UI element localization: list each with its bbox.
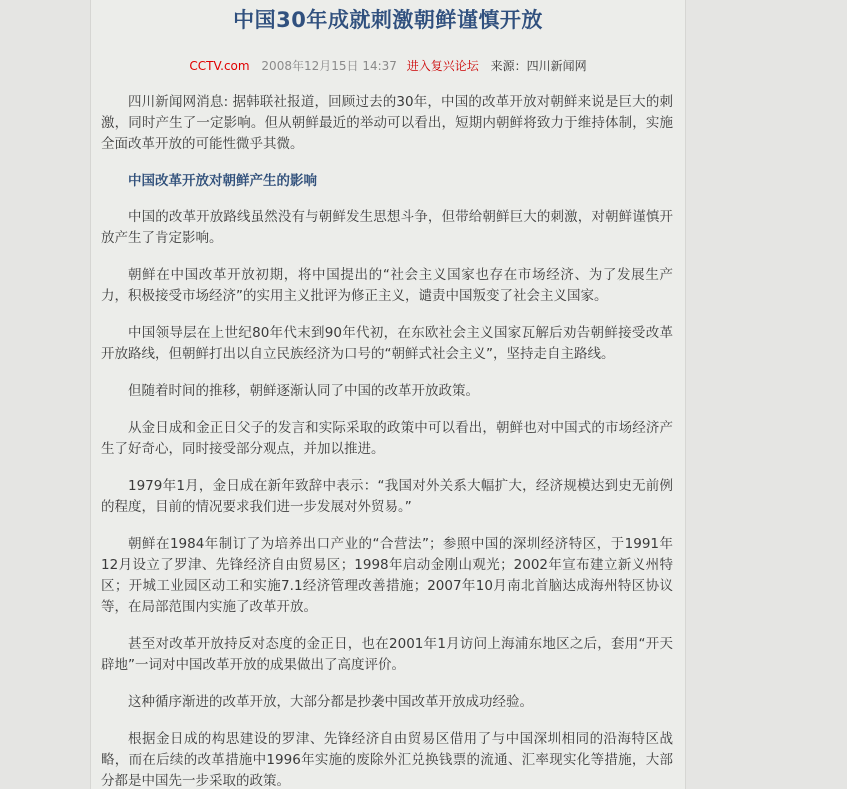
article-body: [101, 92, 673, 789]
forum-link[interactable]: 进入复兴论坛: [406, 59, 479, 73]
publish-date: 2008年12月15日 14:37: [261, 59, 397, 73]
paragraph: 中国领导层在上世纪80年代末到90年代初，在东欧社会主义国家瓦解后劝告朝鲜接受改革开放路线，但朝鲜打出以自立民族经济为口号的“朝鲜式社会主义”，坚持走自主路线。: [101, 325, 673, 362]
article-meta: [91, 58, 685, 74]
paragraph-intro: 四川新闻网消息: 据韩联社报道，回顾过去的30年，中国的改革开放对朝鲜来说是巨大的刺激，同时产生了一定影响。但从朝鲜最近的举动可以看出，短期内朝鲜将致力于维持体制，实施全面改革开放的可能性微乎其微。: [101, 94, 673, 152]
paragraph: 根据金日成的构思建设的罗津、先锋经济自由贸易区借用了与中国深圳相同的沿海特区战略，而在后续的改革措施中1996年实施的废除外汇兑换钱票的流通、汇率现实化等措施，大部分都是中国先一步采取的政策。: [101, 731, 673, 789]
paragraph: 朝鲜在1984年制订了为培养出口产业的“合营法”；参照中国的深圳经济特区，于1991年12月设立了罗津、先锋经济自由贸易区；1998年启动金刚山观光；2002年宣布建立新义州特区；开城工业园区动工和实施7.1经济管理改善措施；2007年10月南北首脑达成海州特区协议等，在局部范围内实施了改革开放。: [101, 536, 673, 615]
paragraph: 但随着时间的推移，朝鲜逐渐认同了中国的改革开放政策。: [128, 383, 479, 399]
paragraph: 从金日成和金正日父子的发言和实际采取的政策中可以看出，朝鲜也对中国式的市场经济产生了好奇心，同时接受部分观点，并加以推进。: [101, 420, 673, 457]
paragraph: 1979年1月，金日成在新年致辞中表示：“我国对外关系大幅扩大，经济规模达到史无前例的程度，目前的情况要求我们进一步发展对外贸易。”: [101, 478, 673, 515]
paragraph: 甚至对改革开放持反对态度的金正日，也在2001年1月访问上海浦东地区之后，套用“开天辟地”一词对中国改革开放的成果做出了高度评价。: [101, 636, 673, 673]
article-source: 来源：四川新闻网: [490, 59, 587, 73]
article-title: 中国30年成就刺激朝鲜谨慎开放: [233, 8, 543, 32]
paragraph: 中国的改革开放路线虽然没有与朝鲜发生思想斗争，但带给朝鲜巨大的刺激，对朝鲜谨慎开放产生了肯定影响。: [101, 209, 673, 246]
site-name: CCTV.com: [189, 59, 250, 73]
article-page: [90, 0, 686, 789]
section-subheading: 中国改革开放对朝鲜产生的影响: [128, 173, 317, 189]
paragraph: 朝鲜在中国改革开放初期，将中国提出的“社会主义国家也存在市场经济、为了发展生产力，积极接受市场经济”的实用主义批评为修正主义，谴责中国叛变了社会主义国家。: [101, 267, 673, 304]
paragraph: 这种循序渐进的改革开放，大部分都是抄袭中国改革开放成功经验。: [128, 694, 533, 710]
